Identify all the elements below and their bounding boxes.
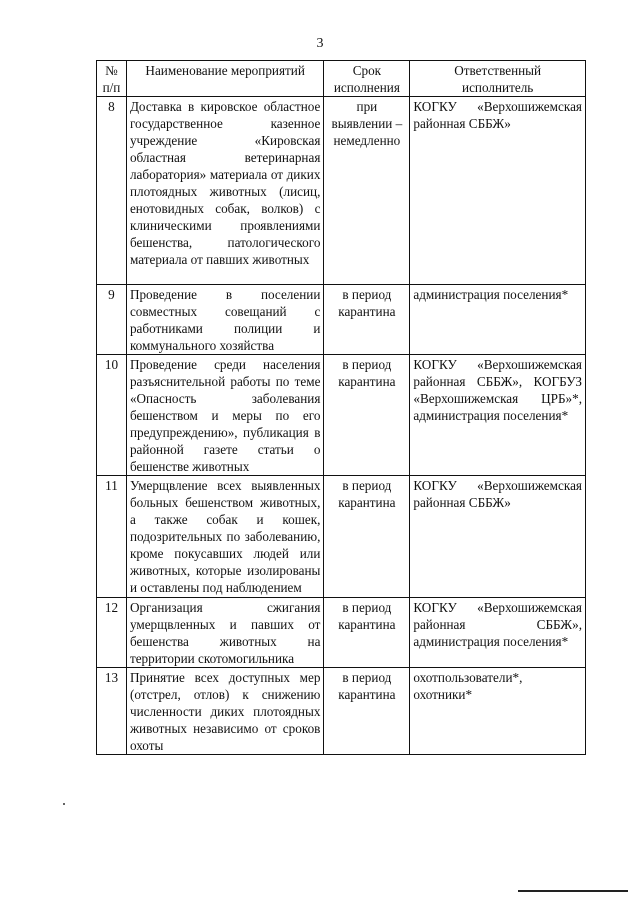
header-term-line1: Срок bbox=[352, 63, 382, 78]
table-row bbox=[97, 355, 586, 476]
measures-table bbox=[96, 60, 586, 755]
row-measure: Организация сжигания умерщвленных и павших от бешенства животных на территории скотомогильника bbox=[126, 598, 323, 668]
row-number: 9 bbox=[97, 285, 127, 355]
header-num-line2: п/п bbox=[102, 80, 121, 95]
row-measure: Умерщвление всех выявленных больных бешенством животных, а также собак и кошек, подозрительных по заболеванию, кроме покусавших людей или животных, которые изолированы и оставлены под наблюдением bbox=[126, 476, 323, 598]
row-measure: Доставка в кировское областное государственное казенное учреждение «Кировская областная ветеринарная лаборатория» материала от диких плотоядных животных (лисиц, енотовидных собак, волков) с клиническими проявлениями бешенства, патологического материала от павших животных bbox=[126, 97, 323, 285]
header-name-text: Наименование мероприятий bbox=[145, 63, 305, 78]
row-term: в период карантина bbox=[324, 598, 410, 668]
row-responsible: КОГКУ «Верхошижемская районная СББЖ» bbox=[410, 476, 586, 598]
row-responsible: КОГКУ «Верхошижемская районная СББЖ», администрация поселения* bbox=[410, 598, 586, 668]
table-header-row bbox=[97, 61, 586, 97]
row-number: 10 bbox=[97, 355, 127, 476]
table-row bbox=[97, 97, 586, 285]
row-measure: Принятие всех доступных мер (отстрел, отлов) к снижению численности диких плотоядных животных независимо от сроков охоты bbox=[126, 668, 323, 755]
header-num-line1: № bbox=[105, 63, 118, 78]
table-row bbox=[97, 598, 586, 668]
header-num bbox=[97, 61, 127, 97]
table-row bbox=[97, 476, 586, 598]
row-number: 11 bbox=[97, 476, 127, 598]
header-term-line2: исполнения bbox=[333, 80, 400, 95]
header-responsible bbox=[410, 61, 586, 97]
row-responsible: КОГКУ «Верхошижемская районная СББЖ», КОГБУЗ «Верхошижемская ЦРБ»*, администрация поселения* bbox=[410, 355, 586, 476]
header-resp-line1: Ответственный bbox=[454, 63, 542, 78]
bottom-corner-line bbox=[518, 890, 628, 892]
header-term bbox=[324, 61, 410, 97]
row-term: в период карантина bbox=[324, 476, 410, 598]
row-measure: Проведение среди населения разъяснительной работы по теме «Опасность заболевания бешенством и меры по его предупреждению», публикация в районной газете статьи о бешенстве животных bbox=[126, 355, 323, 476]
row-term: при выявлении – немедленно bbox=[324, 97, 410, 285]
row-measure: Проведение в поселении совместных совещаний с работниками полиции и коммунального хозяйства bbox=[126, 285, 323, 355]
row-number: 13 bbox=[97, 668, 127, 755]
row-number: 8 bbox=[97, 97, 127, 285]
table-row bbox=[97, 668, 586, 755]
row-responsible: охотпользователи*, охотники* bbox=[410, 668, 586, 755]
row-number: 12 bbox=[97, 598, 127, 668]
row-term: в период карантина bbox=[324, 285, 410, 355]
header-resp-line2: исполнитель bbox=[462, 80, 534, 95]
row-responsible: КОГКУ «Верхошижемская районная СББЖ» bbox=[410, 97, 586, 285]
row-term: в период карантина bbox=[324, 668, 410, 755]
table-row bbox=[97, 285, 586, 355]
row-term: в период карантина bbox=[324, 355, 410, 476]
row-responsible: администрация поселения* bbox=[410, 285, 586, 355]
header-name bbox=[126, 61, 323, 97]
page-number: 3 bbox=[316, 36, 324, 51]
stray-dot-mark bbox=[63, 803, 65, 805]
